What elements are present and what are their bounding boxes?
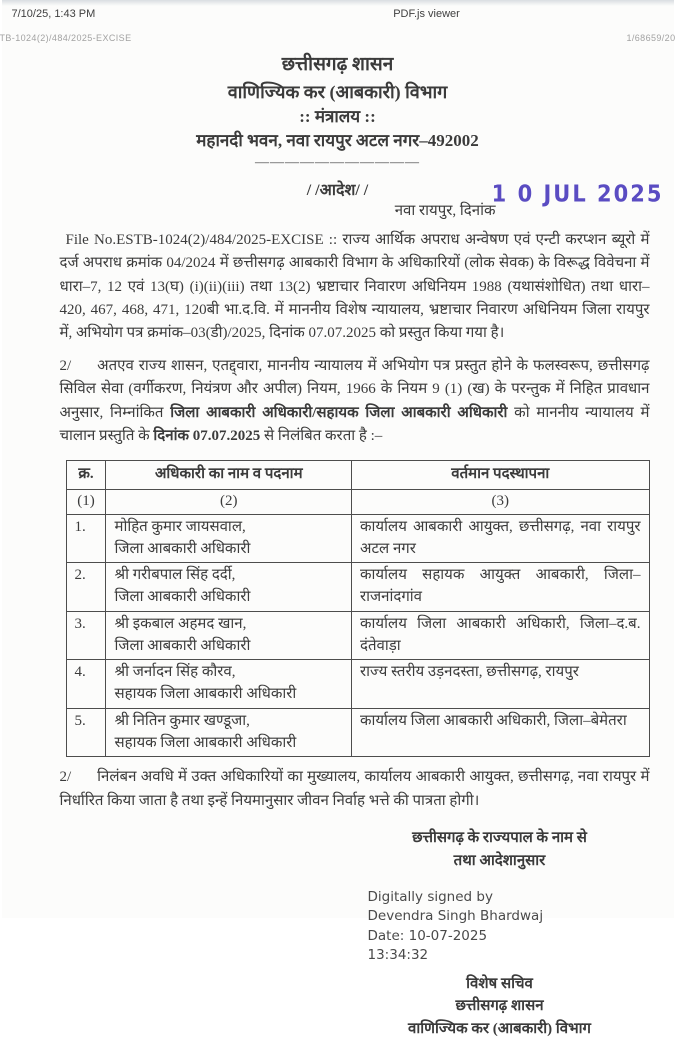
- officer-name: श्री जर्नादन सिंह कौरव,: [114, 664, 236, 681]
- officer-posting: राज्य स्तरीय उड़नदस्ता, छत्तीसगढ़, रायपुर: [352, 660, 649, 709]
- signature-block: [340, 827, 660, 1040]
- signatory-designation: [340, 973, 660, 1040]
- officer-designation: सहायक जिला आबकारी अधिकारी: [114, 686, 297, 703]
- document-reference-row: [2, 33, 674, 43]
- row-name-cell: [106, 660, 352, 709]
- row-name-cell: [106, 563, 352, 612]
- officer-name: श्री इकबाल अहमद खान,: [114, 615, 247, 632]
- officer-posting: कार्यालय जिला आबकारी अधिकारी, जिला–द.ब. दंतेवाड़ा: [352, 611, 649, 660]
- on-behalf-line-1: छत्तीसगढ़ के राज्यपाल के नाम से: [412, 830, 587, 847]
- table-row: [66, 708, 649, 757]
- file-reference-left: TB-1024(2)/484/2025-EXCISE: [0, 33, 132, 43]
- row-name-cell: [106, 708, 352, 757]
- signatory-government: छत्तीसगढ़ शासन: [455, 998, 544, 1015]
- row-serial: 1.: [66, 514, 106, 563]
- officer-name: श्री नितिन कुमार खण्डूजा,: [114, 712, 250, 729]
- paragraph-2-text-c: को माननीय न्यायालय में चालान प्रस्तुति के: [59, 404, 650, 445]
- table-row: [66, 514, 649, 563]
- officer-posting: कार्यालय सहायक आयुक्त आबकारी, जिला–राजनांदगांव: [352, 563, 649, 612]
- signatory-department: वाणिज्यिक कर (आबकारी) विभाग: [408, 1020, 591, 1037]
- subheader-2: (2): [106, 490, 352, 515]
- row-serial: 5.: [66, 708, 106, 757]
- paragraph-2-text-e: से निलंबित करता है :–: [260, 428, 383, 445]
- officer-name: मोहित कुमार जायसवाल,: [114, 518, 246, 535]
- officer-designation: सहायक जिला आबकारी अधिकारी: [114, 734, 297, 751]
- paragraph-3-marker: 2/: [59, 769, 72, 786]
- order-heading: / /आदेश/ /: [306, 181, 369, 199]
- department-name: वाणिज्यिक कर (आबकारी) विभाग: [227, 81, 448, 102]
- subheader-1: (1): [66, 490, 106, 515]
- officer-designation: जिला आबकारी अधिकारी: [114, 540, 251, 557]
- print-timestamp: 7/10/25, 1:43 PM: [11, 8, 96, 20]
- table-header-row: [66, 461, 649, 490]
- table-row: [66, 563, 649, 612]
- ministry-label: :: मंत्रालय ::: [299, 106, 376, 126]
- paragraph-1-text: File No.ESTB-1024(2)/484/2025-EXCISE :: राज्य आर्थिक अपराध अन्वेषण एवं एन्टी करप्शन ब्यूरो में दर्ज अपराध क्रमांक 04/2024 में छत्तीसगढ़ आबकारी विभाग के अधिकारियों (लोक सेवक) के विरूद्ध विवेचना में धारा–7, 12 एवं 13(घ) (i)(ii)(iii) तथा 13(2) भ्रष्टाचार निवारण अधिनियम 1988 (यथासंशोधित) तथा धारा–420, 467, 468, 471, 120बी भा.द.वि. में माननीय विशेष न्यायालय, भ्रष्टाचार निवारण अधिनियम जिला रायपुर में, अभियोग पत्र क्रमांक–03(डी)/2025, दिनांक 07.07.2025 को प्रस्तुत किया गया है।: [59, 231, 650, 342]
- table-row: [66, 611, 649, 660]
- digital-signature-name: Devendra Singh Bhardwaj: [367, 908, 544, 925]
- table-row: [66, 660, 649, 709]
- table-subheader-row: [66, 490, 649, 515]
- row-serial: 3.: [66, 611, 106, 660]
- header-current-posting: वर्तमान पदस्थापना: [352, 461, 649, 490]
- row-name-cell: [106, 611, 352, 660]
- government-name: छत्तीसगढ़ शासन: [281, 54, 394, 75]
- officer-posting: कार्यालय आबकारी आयुक्त, छत्तीसगढ़, नवा रायपुर अटल नगर: [352, 514, 649, 563]
- place-date-label: नवा रायपुर, दिनांक: [394, 202, 496, 219]
- suspension-table: [66, 460, 650, 757]
- digital-signature-line: Digitally signed by: [367, 889, 493, 906]
- officer-posting: कार्यालय जिला आबकारी अधिकारी, जिला–बेमेतरा: [352, 708, 649, 757]
- digital-signature: [368, 888, 660, 965]
- digital-signature-date: Date: 10-07-2025: [367, 927, 488, 944]
- row-name-cell: [106, 514, 352, 563]
- letterhead-divider: ———————————: [255, 154, 420, 170]
- paragraph-3: [60, 766, 650, 813]
- row-serial: 2.: [66, 563, 106, 612]
- paragraph-2-text-b: जिला आबकारी अधिकारी/सहायक जिला आबकारी अधिकारी: [170, 404, 508, 421]
- letterhead: [2, 51, 674, 154]
- paragraph-2-text-d: दिनांक 07.07.2025: [153, 428, 261, 445]
- paragraph-1: [60, 229, 650, 346]
- digital-signature-time: 13:34:32: [367, 946, 429, 963]
- subheader-3: (3): [352, 490, 649, 515]
- paragraph-2-text-a: अतएव राज्य शासन, एतद्द्वारा, माननीय न्यायालय में अभियोग पत्र प्रस्तुत होने के फलस्वरूप, छत्तीसगढ़ सिविल सेवा (वर्गीकरण, नियंत्रण और अपील) नियम, 1966 के नियम 9 (1) (ख) के परन्तुक में निहित प्रावधान अनुसार, निम्नांकित: [59, 357, 650, 421]
- row-serial: 4.: [66, 660, 106, 709]
- header-name-designation: अधिकारी का नाम व पदनाम: [106, 461, 352, 490]
- paragraph-2: [60, 355, 650, 449]
- header-serial: क्र.: [66, 461, 106, 490]
- signatory-title: विशेष सचिव: [466, 975, 533, 992]
- file-reference-right: 1/68659/20: [626, 33, 675, 43]
- viewer-title: PDF.js viewer: [393, 8, 460, 20]
- on-behalf-line-2: तथा आदेशानुसार: [453, 852, 546, 869]
- officer-name: श्री गरीबपाल सिंह दर्दी,: [114, 567, 236, 584]
- address-line: महानदी भवन, नवा रायपुर अटल नगर–492002: [196, 131, 479, 151]
- officer-designation: जिला आबकारी अधिकारी: [114, 589, 251, 606]
- paragraph-2-marker: 2/: [59, 357, 72, 374]
- received-date-stamp: 1 0 JUL 2025: [491, 181, 664, 207]
- paragraph-3-text: निलंबन अवधि में उक्त अधिकारियों का मुख्यालय, कार्यालय आबकारी आयुक्त, छत्तीसगढ़, नवा रायपुर में निर्धारित किया जाता है तथा इन्हें नियमानुसार जीवन निर्वाह भत्ते की पात्रता होगी।: [59, 769, 650, 809]
- print-header: [2, 0, 674, 20]
- officer-designation: जिला आबकारी अधिकारी: [114, 637, 251, 654]
